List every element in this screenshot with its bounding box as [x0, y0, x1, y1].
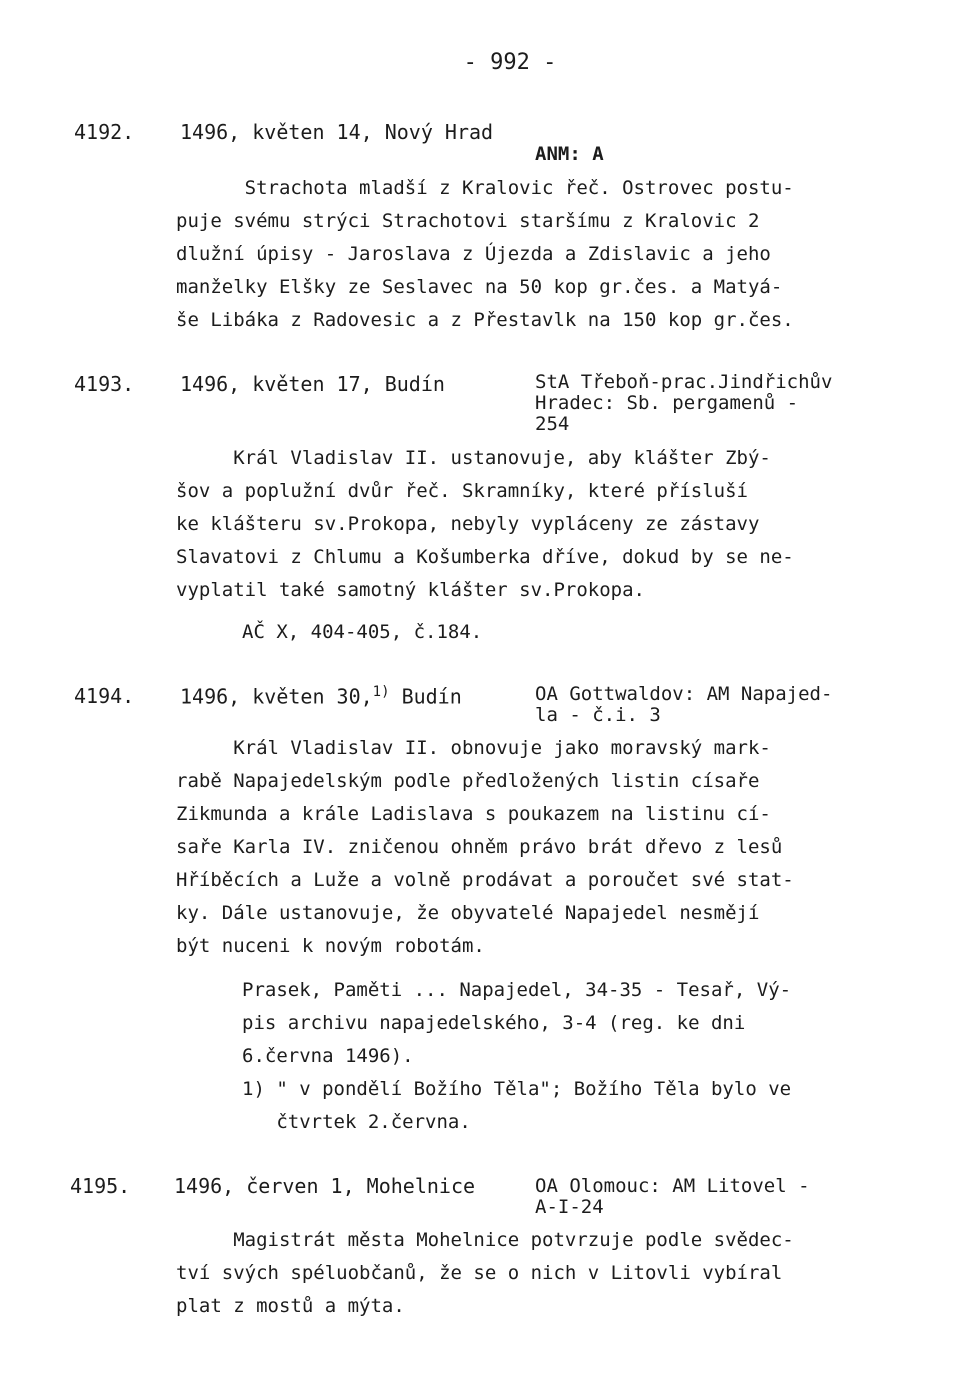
entry-source [535, 144, 604, 165]
text-line: ky. Dále ustanovuje, že obyvatelé Napajedel nesmějí [176, 902, 760, 924]
text-line: ke klášteru sv.Prokopa, nebyly vypláceny ze zástavy [176, 513, 760, 535]
text-line: saře Karla IV. zničenou ohněm právo brát dřevo z lesů [176, 836, 783, 858]
text-line: Slavatovi z Chlumu a Košumberka dříve, dokud by se ne- [176, 546, 794, 568]
reference-line: 6.června 1496). [242, 1045, 414, 1067]
entry-number: 4194. [74, 684, 135, 708]
entry-date: 1496, květen 14, Nový Hrad [180, 120, 494, 144]
source-line: Hradec: Sb. pergamenů - [535, 392, 799, 414]
text-line: Strachota mladší z Kralovic řeč. Ostrovec postu- [176, 177, 794, 199]
text-line: Magistrát města Mohelnice potvrzuje podle svědec- [176, 1229, 794, 1251]
text-line: šov a poplužní dvůr řeč. Skramníky, které přísluší [176, 480, 748, 502]
text-line: vyplatil také samotný klášter sv.Prokopa. [176, 579, 645, 601]
text-line: být nuceni k novým robotám. [176, 935, 485, 957]
entry-source [535, 1176, 810, 1218]
entry-source [535, 372, 832, 435]
page-number: - 992 - [463, 50, 557, 75]
entry-date-text: 1496, květen 30, [180, 684, 373, 709]
reference-line: pis archivu napajedelského, 3-4 (reg. ke dni [242, 1012, 746, 1034]
entry-text [176, 172, 896, 337]
text-line: tví svých spéluobčanů, že se o nich v Litovli vybíral [176, 1262, 783, 1284]
entry-number: 4192. [74, 120, 135, 144]
footnote-mark: 1) [372, 684, 390, 700]
text-line: plat z mostů a mýta. [176, 1295, 405, 1317]
entry-source [535, 684, 832, 726]
text-line: Král Vladislav II. obnovuje jako moravský mark- [176, 737, 771, 759]
reference-line: AČ X, 404-405, č.184. [242, 621, 483, 643]
entry-text [176, 1224, 896, 1323]
source-line: OA Gottwaldov: AM Napajed- [535, 683, 833, 705]
text-line: Král Vladislav II. ustanovuje, aby klášter Zbý- [176, 447, 771, 469]
entry-number: 4195. [70, 1174, 131, 1198]
entry-date-place: Budín [401, 684, 462, 709]
text-line: puje svému strýci Strachotovi staršímu z Kralovic 2 [176, 210, 760, 232]
entry-date: 1496, červen 1, Mohelnice [174, 1174, 476, 1198]
text-line: Zikmunda a krále Ladislava s poukazem na listinu cí- [176, 803, 771, 825]
text-line: manželky Elšky ze Seslavec na 50 kop gr.čes. a Matyá- [176, 276, 783, 298]
source-line: OA Olomouc: AM Litovel - [535, 1175, 810, 1197]
text-line: rabě Napajedelským podle předložených listin císaře [176, 770, 760, 792]
reference-line: Prasek, Paměti ... Napajedel, 34-35 - Tesař, Vý- [242, 979, 792, 1001]
entry-date [180, 684, 462, 709]
footnote-line: čtvrtek 2.června. [242, 1111, 471, 1133]
source-line: ANM: A [535, 143, 604, 165]
text-line: Hříběcích a Luže a volně prodávat a poroučet své stat- [176, 869, 794, 891]
entry-reference [242, 974, 791, 1139]
text-line: še Libáka z Radovesic a z Přestavlk na 150 kop gr.čes. [176, 309, 794, 331]
entry-number: 4193. [74, 372, 135, 396]
source-line: A-I-24 [535, 1196, 604, 1218]
source-line: la - č.i. 3 [535, 704, 661, 726]
text-line: dlužní úpisy - Jaroslava z Újezda a Zdislavic a jeho [176, 243, 771, 265]
source-line: 254 [535, 413, 570, 435]
entry-reference [242, 616, 482, 649]
source-line: StA Třeboň-prac.Jindřichův [535, 371, 833, 393]
footnote-line: 1) " v pondělí Božího Těla"; Božího Těla bylo ve [242, 1078, 792, 1100]
entry-text [176, 732, 896, 963]
entry-date: 1496, květen 17, Budín [180, 372, 445, 396]
entry-text [176, 442, 896, 607]
